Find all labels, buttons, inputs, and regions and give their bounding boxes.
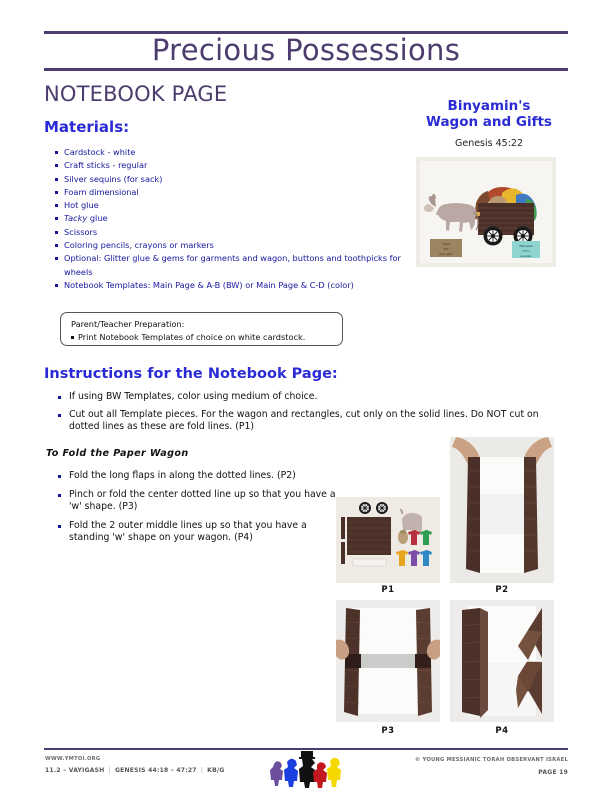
parent-teacher-prep-box [60,312,343,346]
footer-website-url[interactable]: WWW.YMTOI.ORG [45,756,101,762]
list-item: Optional: Glitter glue & gems for garments and wagon, buttons and toothpicks for wheels [55,252,405,279]
svg-text:gave gifts: gave gifts [439,252,453,256]
fold-section-heading: To Fold the Paper Wagon [46,448,189,459]
footer-lesson: 11.2 – VAYIGASH [45,767,105,774]
instructions-list [57,391,557,439]
ymtoi-people-logo-icon [268,750,344,788]
footer-page-number: PAGE 19 [538,769,568,776]
page-title: Precious Possessions [151,33,461,67]
list-item: Pinch or fold the center dotted line up so that you have a 'w' shape. (P3) [57,489,337,514]
list-item-emphasis: Tacky [64,213,88,224]
footer-divider-2: | [200,767,204,774]
photo-caption-p2: P2 [495,585,509,595]
photo-p2-fold-flaps [450,437,554,583]
list-item: Foam dimensional [55,186,405,199]
fold-instructions-list [57,470,337,551]
lesson-subject-title [410,98,568,130]
scripture-reference: Genesis 45:22 [454,138,523,149]
footer-copyright: © YOUNG MESSIANIC TORAH OBSERVANT ISRAEL [415,757,568,763]
instructions-heading: Instructions for the Notebook Page: [44,366,338,382]
list-item: Scissors [55,226,405,239]
photo-caption-p1: P1 [381,585,395,595]
hero-photo-wagon [416,157,556,267]
footer-initials: KB/G [207,767,225,774]
lesson-subject-line1: Binyamin's [447,98,531,114]
list-item: Craft sticks - regular [55,159,405,172]
list-item: Coloring pencils, crayons or markers [55,239,405,252]
list-item: If using BW Templates, color using medium of choice. [57,391,557,404]
prep-item: Print Notebook Templates of choice on white cardstock. [71,331,342,344]
svg-text:presents: presents [520,254,532,258]
list-item: Silver sequins (for sack) [55,173,405,186]
photo-p3-pinch-center [336,600,440,722]
list-item: Cut out all Template pieces. For the wagon and rectangles, cut only on the solid lines. Do NOT cut on dotted lines as these are fold lines. (P1) [57,409,557,434]
photo-p4-standing-w [450,600,554,722]
photo-caption-p4: P4 [495,726,509,736]
section-title: NOTEBOOK PAGE [44,82,228,106]
photo-p1-template-pieces [336,497,440,583]
list-item: Fold the long flaps in along the dotted lines. (P2) [57,470,337,483]
list-item: Hot glue [55,199,405,212]
svg-text:Binyamin: Binyamin [519,244,533,248]
prep-heading: Parent/Teacher Preparation: [71,319,185,329]
list-item: Tacky glue [55,212,405,225]
footer-lesson-meta [45,767,225,774]
list-item: Fold the 2 outer middle lines up so that you have a standing 'w' shape on your wagon. (P4) [57,520,337,545]
photo-caption-p3: P3 [381,726,395,736]
footer-scripture: GENESIS 44:18 – 47:27 [114,767,197,774]
materials-list [55,146,405,292]
materials-heading: Materials: [44,118,130,136]
lesson-subject-line2: Wagon and Gifts [426,114,552,130]
header-bottom-rule [44,68,568,71]
footer-divider-1: | [108,767,111,774]
svg-text:יוסף: יוסף [443,247,449,251]
svg-text:Yosef: Yosef [442,242,450,246]
list-item: Cardstock - white [55,146,405,159]
list-item: Notebook Templates: Main Page & A-B (BW) or Main Page & C-D (color) [55,279,405,292]
svg-text:בנימין: בנימין [522,249,530,253]
